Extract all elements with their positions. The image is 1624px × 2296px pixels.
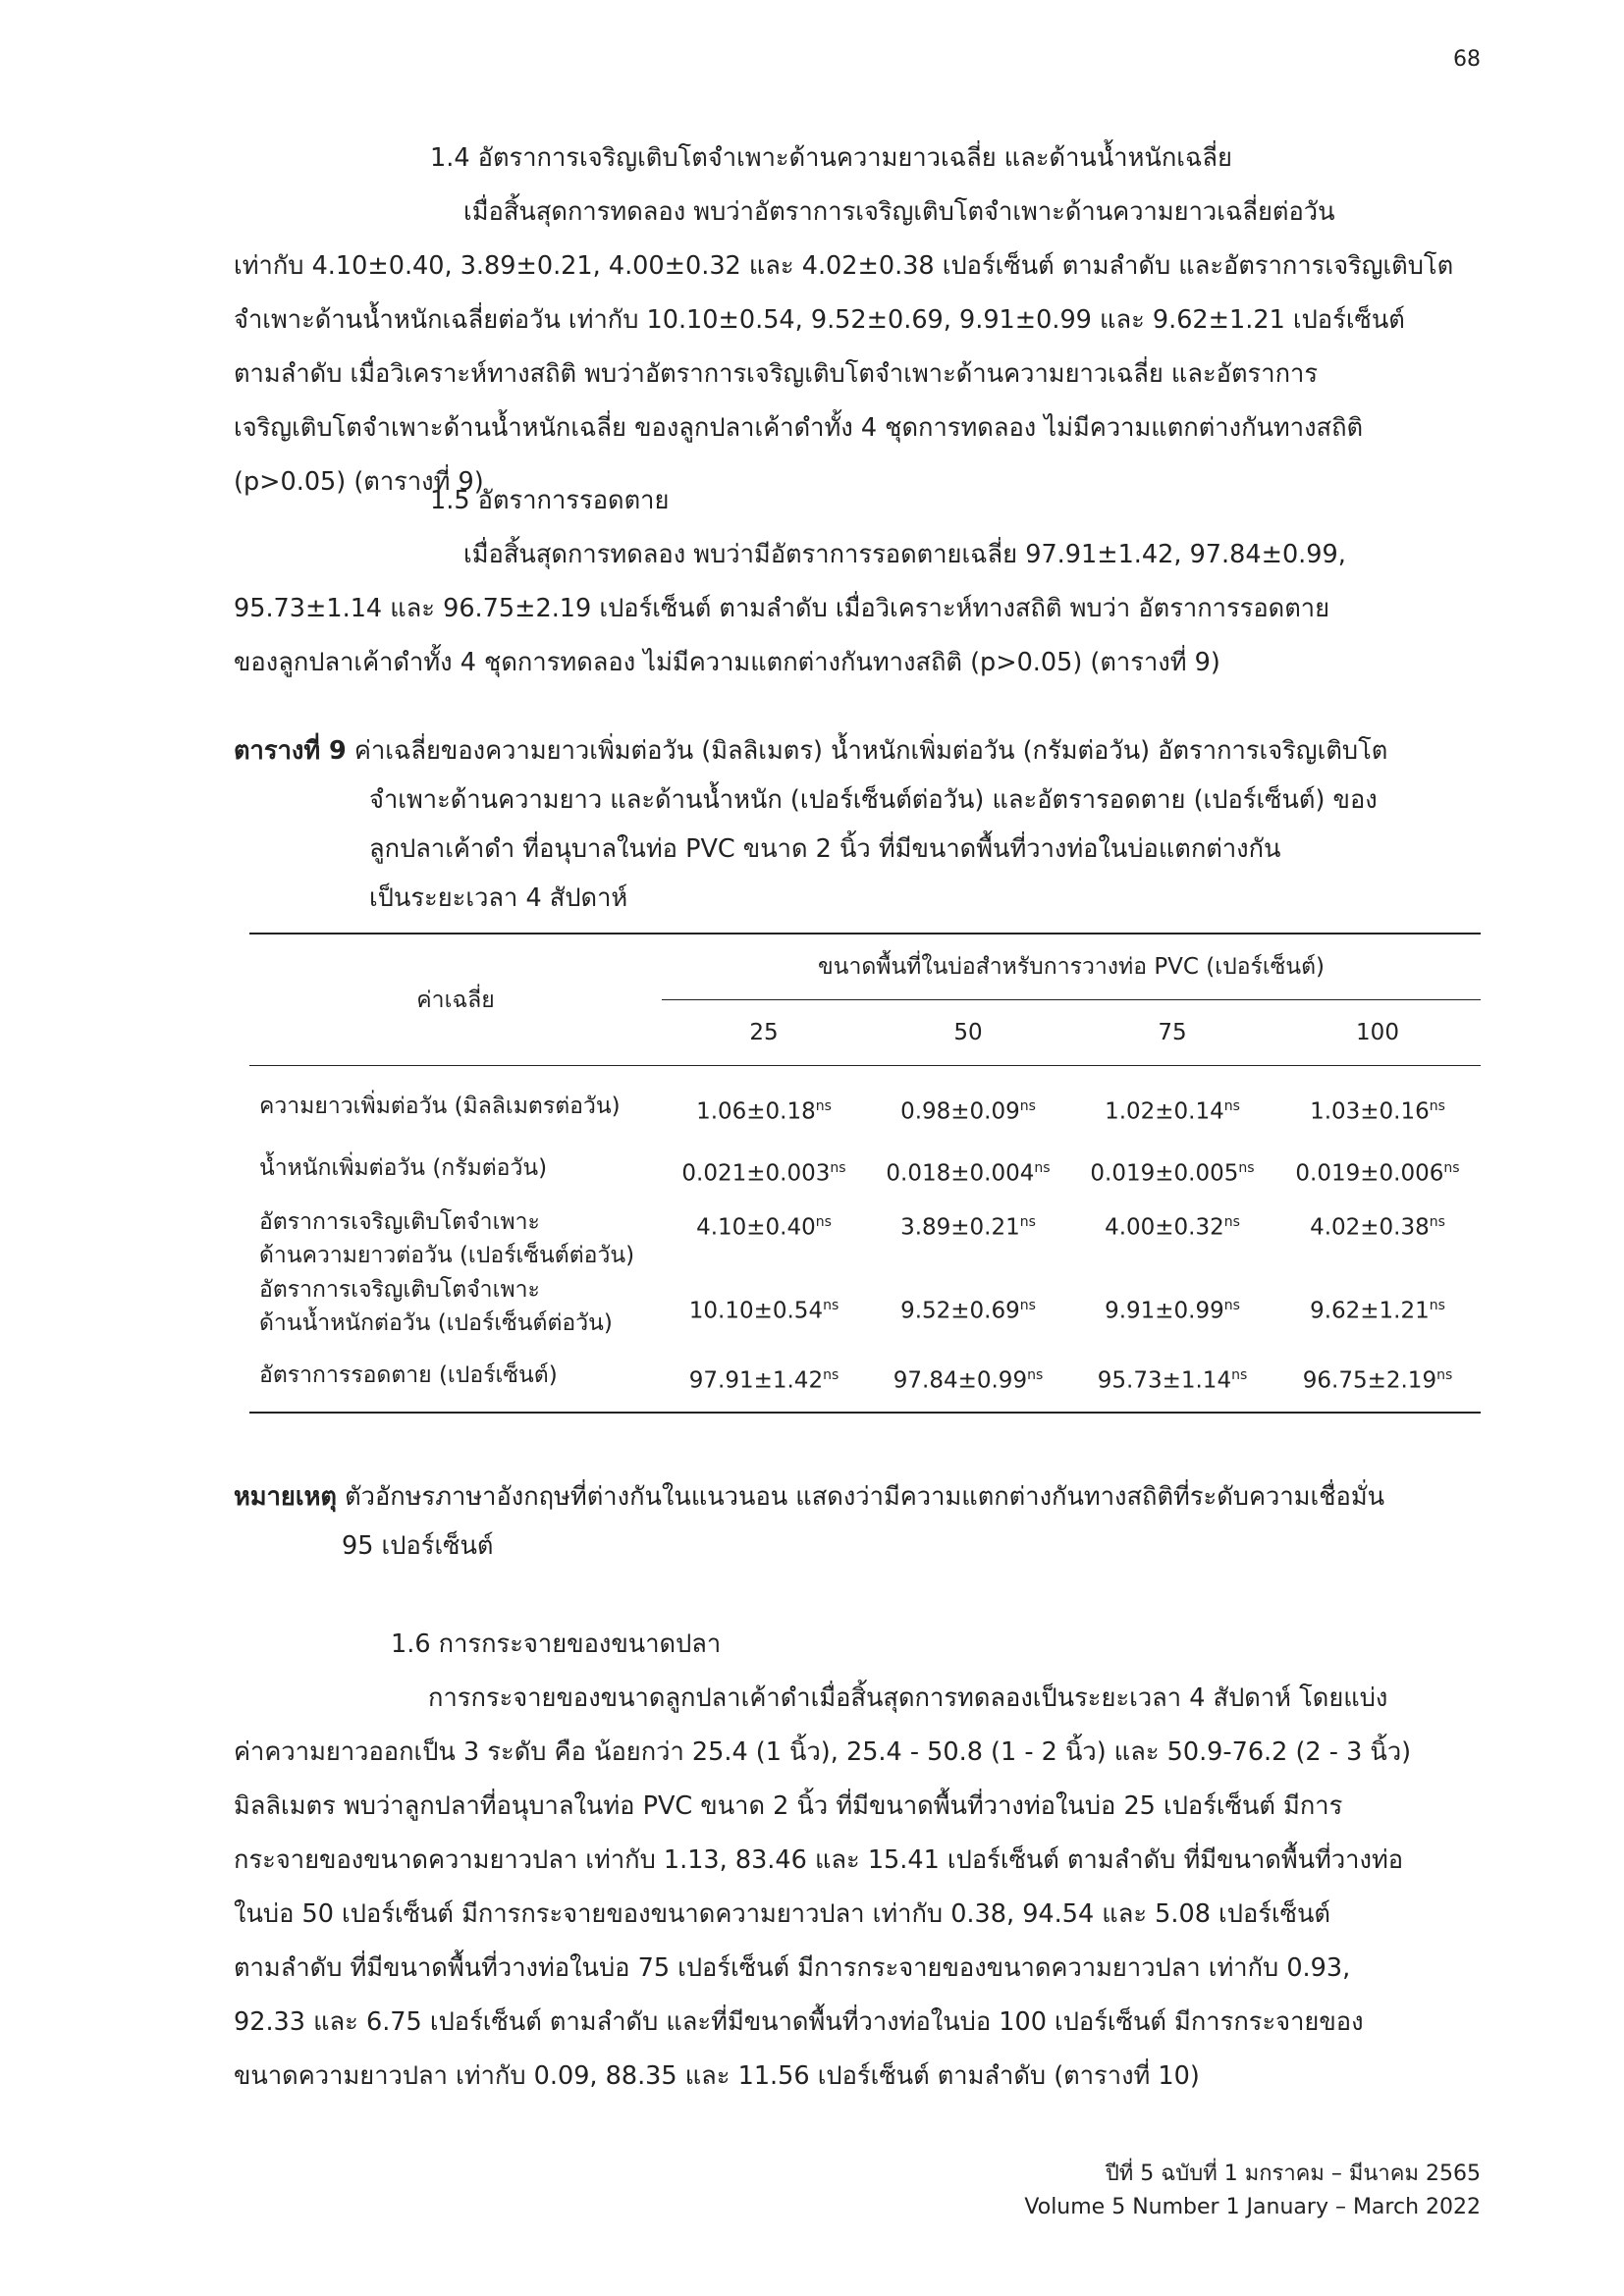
cell-value: 3.89±0.21 [900, 1214, 1020, 1241]
table-cell [1274, 1130, 1481, 1192]
paragraph-line: ตามลำดับ เมื่อวิเคราะห์ทางสถิติ พบว่าอัตราการเจริญเติบโตจำเพาะด้านความยาวเฉลี่ย และอัตราการ [234, 359, 1319, 389]
paragraph-line: มิลลิเมตร พบว่าลูกปลาที่อนุบาลในท่อ PVC ขนาด 2 นิ้ว ที่มีขนาดพื้นที่วางท่อในบ่อ 25 เปอร์เซ็นต์ มีการ [234, 1791, 1343, 1821]
sig-mark: ns [1034, 1160, 1051, 1176]
table-cell [662, 1341, 866, 1413]
table-cell [1070, 1130, 1274, 1192]
section-heading-1-4: 1.4 อัตราการเจริญเติบโตจำเพาะด้านความยาวเฉลี่ย และด้านน้ำหนักเฉลี่ย [430, 143, 1232, 173]
cell-value: 95.73±1.14 [1097, 1367, 1232, 1394]
sig-mark: ns [1436, 1367, 1453, 1383]
table-cell [662, 1273, 866, 1341]
paragraph-line: กระจายของขนาดความยาวปลา เท่ากับ 1.13, 83.46 และ 15.41 เปอร์เซ็นต์ ตามลำดับ ที่มีขนาดพื้นที่วางท่อ [234, 1845, 1404, 1875]
table-label: ตารางที่ 9 [234, 736, 347, 766]
caption-line: จำเพาะด้านความยาว และด้านน้ำหนัก (เปอร์เซ็นต์ต่อวัน) และอัตรารอดตาย (เปอร์เซ็นต์) ของ [369, 785, 1378, 815]
table-cell [1070, 1273, 1274, 1341]
cell-value: 9.52±0.69 [900, 1298, 1020, 1324]
column-header: 25 [749, 1020, 779, 1045]
sig-mark: ns [1223, 1214, 1240, 1230]
cell-value: 4.00±0.32 [1105, 1214, 1224, 1241]
column-header: 75 [1158, 1020, 1187, 1045]
section-heading-1-6: 1.6 การกระจายของขนาดปลา [391, 1629, 722, 1659]
page-number: 68 [1453, 47, 1481, 72]
row-label-line: อัตราการเจริญเติบโตจำเพาะ [259, 1209, 540, 1235]
table-row [249, 1130, 1481, 1192]
table-cell [866, 1066, 1070, 1131]
paragraph-line: การกระจายของขนาดลูกปลาเค้าดำเมื่อสิ้นสุดการทดลองเป็นระยะเวลา 4 สัปดาห์ โดยแบ่ง [428, 1683, 1388, 1713]
sig-mark: ns [1019, 1214, 1036, 1230]
table-cell [1070, 1341, 1274, 1413]
sig-mark: ns [1429, 1214, 1445, 1230]
paragraph-line: ตามลำดับ ที่มีขนาดพื้นที่วางท่อในบ่อ 75 เปอร์เซ็นต์ มีการกระจายของขนาดความยาวปลา เท่ากับ 0.93, [234, 1953, 1351, 1983]
table-cell [1274, 1192, 1481, 1273]
sig-mark: ns [823, 1367, 839, 1383]
paragraph-line: 95.73±1.14 และ 96.75±2.19 เปอร์เซ็นต์ ตามลำดับ เมื่อวิเคราะห์ทางสถิติ พบว่า อัตราการรอดตาย [234, 594, 1330, 623]
row-label: อัตราการรอดตาย (เปอร์เซ็นต์) [259, 1362, 558, 1388]
paragraph-line: เจริญเติบโตจำเพาะด้านน้ำหนักเฉลี่ย ของลูกปลาเค้าดำทั้ง 4 ชุดการทดลอง ไม่มีความแตกต่างกันทางสถิติ [234, 413, 1364, 443]
cell-value: 97.84±0.99 [893, 1367, 1028, 1394]
table-cell [1070, 1066, 1274, 1131]
table-note [234, 1472, 1481, 1571]
note-label: หมายเหตุ [234, 1482, 337, 1512]
paragraph-line: ขนาดความยาวปลา เท่ากับ 0.09, 88.35 และ 11.56 เปอร์เซ็นต์ ตามลำดับ (ตารางที่ 10) [234, 2061, 1200, 2091]
footer-thai: ปีที่ 5 ฉบับที่ 1 มกราคม – มีนาคม 2565 [1105, 2162, 1481, 2186]
table-cell [1274, 1341, 1481, 1413]
sig-mark: ns [1223, 1298, 1240, 1313]
data-table [249, 933, 1481, 1414]
row-label-line: ด้านความยาวต่อวัน (เปอร์เซ็นต์ต่อวัน) [259, 1243, 635, 1268]
table-cell [866, 1273, 1070, 1341]
paragraph-line: จำเพาะด้านน้ำหนักเฉลี่ยต่อวัน เท่ากับ 10.10±0.54, 9.52±0.69, 9.91±0.99 และ 9.62±1.21 เปอร์เซ็นต์ [234, 305, 1405, 335]
cell-value: 0.018±0.004 [886, 1160, 1035, 1187]
paragraph-line: 92.33 และ 6.75 เปอร์เซ็นต์ ตามลำดับ และที่มีขนาดพื้นที่วางท่อในบ่อ 100 เปอร์เซ็นต์ มีการกระจายของ [234, 2007, 1364, 2037]
paragraph-line: เมื่อสิ้นสุดการทดลอง พบว่ามีอัตราการรอดตายเฉลี่ย 97.91±1.42, 97.84±0.99, [463, 540, 1346, 569]
sig-mark: ns [1231, 1367, 1248, 1383]
row-label [249, 1192, 662, 1273]
cell-value: 10.10±0.54 [688, 1298, 824, 1324]
row-label: น้ำหนักเพิ่มต่อวัน (กรัมต่อวัน) [259, 1155, 548, 1181]
caption-line: เป็นระยะเวลา 4 สัปดาห์ [369, 883, 628, 913]
footer-english: Volume 5 Number 1 January – March 2022 [1024, 2195, 1481, 2219]
table-cell [662, 1192, 866, 1273]
sig-mark: ns [1238, 1160, 1255, 1176]
sig-mark: ns [1429, 1298, 1445, 1313]
table-cell [662, 1130, 866, 1192]
cell-value: 0.019±0.005 [1090, 1160, 1239, 1187]
paragraph-line: เมื่อสิ้นสุดการทดลอง พบว่าอัตราการเจริญเติบโตจำเพาะด้านความยาวเฉลี่ยต่อวัน [463, 197, 1335, 227]
sig-mark: ns [1443, 1160, 1460, 1176]
sig-mark: ns [1429, 1098, 1445, 1114]
cell-value: 97.91±1.42 [688, 1367, 824, 1394]
column-header: 100 [1356, 1020, 1399, 1045]
table-cell [866, 1341, 1070, 1413]
sig-mark: ns [1223, 1098, 1240, 1114]
cell-value: 0.019±0.006 [1295, 1160, 1444, 1187]
table-row [249, 1066, 1481, 1131]
paragraph-line: เท่ากับ 4.10±0.40, 3.89±0.21, 4.00±0.32 และ 4.02±0.38 เปอร์เซ็นต์ ตามลำดับ และอัตราการเจริญเติบโต [234, 251, 1454, 281]
paragraph-line: (p>0.05) (ตารางที่ 9) [234, 467, 484, 497]
table-cell [662, 1066, 866, 1131]
cell-value: 1.02±0.14 [1105, 1098, 1224, 1125]
table-header-group: ขนาดพื้นที่ในบ่อสำหรับการวางท่อ PVC (เปอร์เซ็นต์) [662, 934, 1481, 1000]
table-row [249, 1341, 1481, 1413]
sig-mark: ns [1019, 1298, 1036, 1313]
sig-mark: ns [830, 1160, 846, 1176]
sig-mark: ns [823, 1298, 839, 1313]
table-cell [1274, 1066, 1481, 1131]
sig-mark: ns [1027, 1367, 1044, 1383]
note-line: ตัวอักษรภาษาอังกฤษที่ต่างกันในแนวนอน แสดงว่ามีความแตกต่างกันทางสถิติที่ระดับความเชื่อมั่น [345, 1482, 1385, 1512]
cell-value: 9.91±0.99 [1105, 1298, 1224, 1324]
table-caption [234, 726, 1481, 923]
table-row [249, 1192, 1481, 1273]
table-cell [866, 1130, 1070, 1192]
column-header: 50 [953, 1020, 983, 1045]
cell-value: 0.98±0.09 [900, 1098, 1020, 1125]
table-row [249, 1273, 1481, 1341]
row-label: ความยาวเพิ่มต่อวัน (มิลลิเมตรต่อวัน) [259, 1094, 621, 1119]
paragraph-line: ของลูกปลาเค้าดำทั้ง 4 ชุดการทดลอง ไม่มีความแตกต่างกันทางสถิติ (p>0.05) (ตารางที่ 9) [234, 648, 1220, 677]
paragraph-line: ค่าความยาวออกเป็น 3 ระดับ คือ น้อยกว่า 25.4 (1 นิ้ว), 25.4 - 50.8 (1 - 2 นิ้ว) และ 50.9-76.2 (2 - 3 นิ้ว) [234, 1737, 1412, 1767]
cell-value: 0.021±0.003 [681, 1160, 831, 1187]
table-cell [866, 1192, 1070, 1273]
paragraph-line: ในบ่อ 50 เปอร์เซ็นต์ มีการกระจายของขนาดความยาวปลา เท่ากับ 0.38, 94.54 และ 5.08 เปอร์เซ็นต์ [234, 1899, 1330, 1929]
cell-value: 4.10±0.40 [696, 1214, 816, 1241]
row-label [249, 1273, 662, 1341]
row-label-line: อัตราการเจริญเติบโตจำเพาะ [259, 1277, 540, 1303]
caption-line: ลูกปลาเค้าดำ ที่อนุบาลในท่อ PVC ขนาด 2 นิ้ว ที่มีขนาดพื้นที่วางท่อในบ่อแตกต่างกัน [369, 834, 1281, 864]
sig-mark: ns [1019, 1098, 1036, 1114]
caption-line: ค่าเฉลี่ยของความยาวเพิ่มต่อวัน (มิลลิเมตร) น้ำหนักเพิ่มต่อวัน (กรัมต่อวัน) อัตราการเจริญเติบโต [353, 736, 1388, 766]
cell-value: 96.75±2.19 [1302, 1367, 1437, 1394]
sig-mark: ns [815, 1214, 832, 1230]
row-label-line: ด้านน้ำหนักต่อวัน (เปอร์เซ็นต์ต่อวัน) [259, 1310, 613, 1336]
table-cell [1274, 1273, 1481, 1341]
table-header-cell: ค่าเฉลี่ย [249, 934, 662, 1066]
table-cell [1070, 1192, 1274, 1273]
cell-value: 4.02±0.38 [1310, 1214, 1430, 1241]
note-line: 95 เปอร์เซ็นต์ [342, 1531, 494, 1561]
cell-value: 1.06±0.18 [696, 1098, 816, 1125]
cell-value: 9.62±1.21 [1310, 1298, 1430, 1324]
cell-value: 1.03±0.16 [1310, 1098, 1430, 1125]
section-heading-1-5: 1.5 อัตราการรอดตาย [430, 486, 670, 515]
sig-mark: ns [815, 1098, 832, 1114]
